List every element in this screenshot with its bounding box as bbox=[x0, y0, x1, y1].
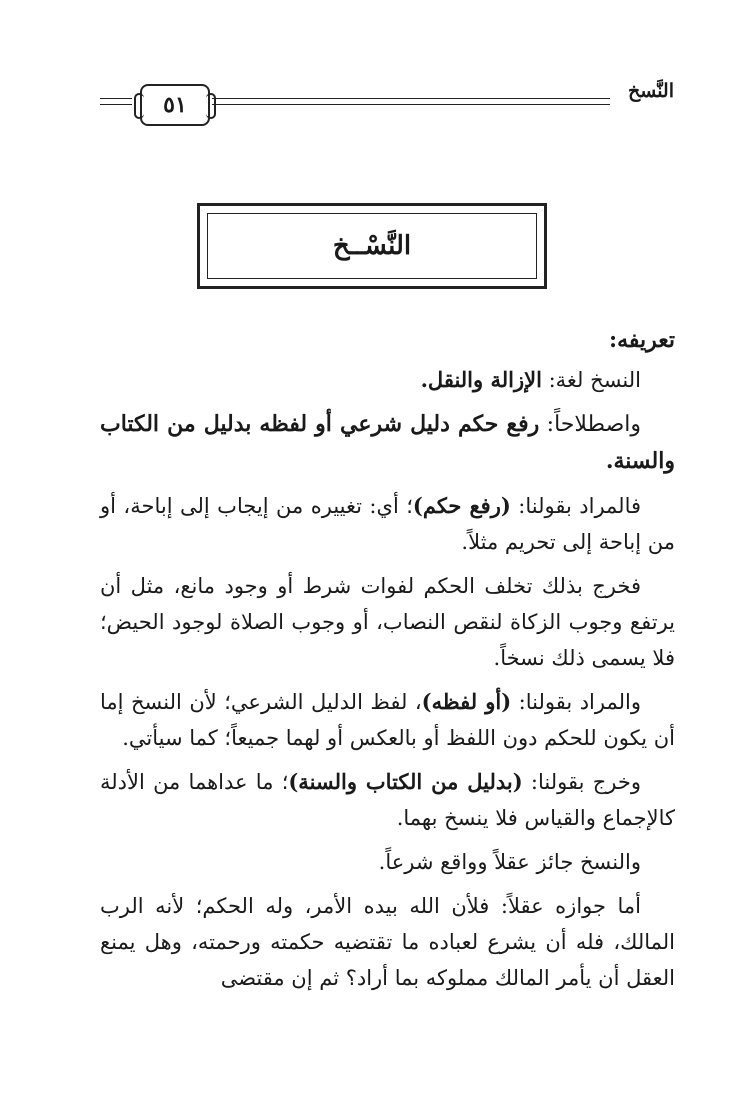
text-run: واصطلاحاً: bbox=[539, 412, 641, 437]
page-header bbox=[100, 78, 680, 126]
page-number-box bbox=[140, 84, 210, 126]
paragraph-linguistic-definition bbox=[100, 362, 675, 398]
page-number: ٥١ bbox=[163, 92, 187, 118]
paragraph-explanation-4 bbox=[100, 764, 675, 836]
paragraph-explanation-1 bbox=[100, 488, 675, 560]
paragraph-explanation-2: فخرج بذلك تخلف الحكم لفوات شرط أو وجود مانع، مثل أن يرتفع وجوب الزكاة لنقص النصاب، أو وجوب الصلاة لوجود الحيض؛ فلا يسمى ذلك نسخاً. bbox=[100, 574, 675, 670]
paragraph-technical-definition bbox=[100, 406, 675, 480]
bold-text: (بدليل من الكتاب والسنة) bbox=[288, 769, 523, 794]
running-title: النَّسخ bbox=[627, 80, 674, 102]
text-run: فالمراد بقولنا: bbox=[510, 494, 642, 518]
chapter-title-frame bbox=[197, 203, 547, 289]
header-rule-left bbox=[100, 98, 132, 99]
paragraph-rational-permissibility: أما جوازه عقلاً: فلأن الله بيده الأمر، وله الحكم؛ لأنه الرب المالك، فله أن يشرع لعباده ما تقتضيه حكمته ورحمته، وهل يمنع العقل أن يأمر المالك مملوكه بما أراد؟ ثم إن مقتضى bbox=[100, 894, 675, 990]
text-run: وخرج بقولنا: bbox=[522, 770, 641, 794]
text-run: النسخ لغة: bbox=[541, 368, 641, 392]
header-rule-right-2 bbox=[212, 104, 610, 105]
text-run: والمراد بقولنا: bbox=[511, 690, 641, 714]
body-text bbox=[100, 322, 675, 1004]
chapter-title: النَّسْــخ bbox=[332, 231, 412, 261]
chapter-title-inner-frame bbox=[207, 213, 537, 279]
text-run: ، لفظ الدليل الشرعي؛ لأن النسخ إما أن يكون للحكم دون اللفظ أو بالعكس أو لهما جميعاً؛ كما سيأتي. bbox=[100, 690, 675, 750]
bold-text: (رفع حكم) bbox=[412, 493, 511, 518]
bold-text: رفع حكم دليل شرعي أو لفظه بدليل من الكتاب والسنة. bbox=[100, 411, 675, 474]
bold-text: الإزالة والنقل. bbox=[420, 367, 542, 392]
section-heading: تعريفه: bbox=[608, 327, 675, 353]
text-run: ؛ ما عداهما من الأدلة كالإجماع والقياس فلا ينسخ بهما. bbox=[100, 770, 675, 830]
header-rule-right bbox=[212, 98, 610, 99]
paragraph-permissibility: والنسخ جائز عقلاً وواقع شرعاً. bbox=[378, 850, 641, 874]
bold-text: (أو لفظه) bbox=[421, 689, 512, 714]
text-run: ؛ أي: تغييره من إيجاب إلى إباحة، أو من إباحة إلى تحريم مثلاً. bbox=[100, 494, 675, 554]
header-rule-left-2 bbox=[100, 104, 132, 105]
paragraph-explanation-3 bbox=[100, 684, 675, 756]
